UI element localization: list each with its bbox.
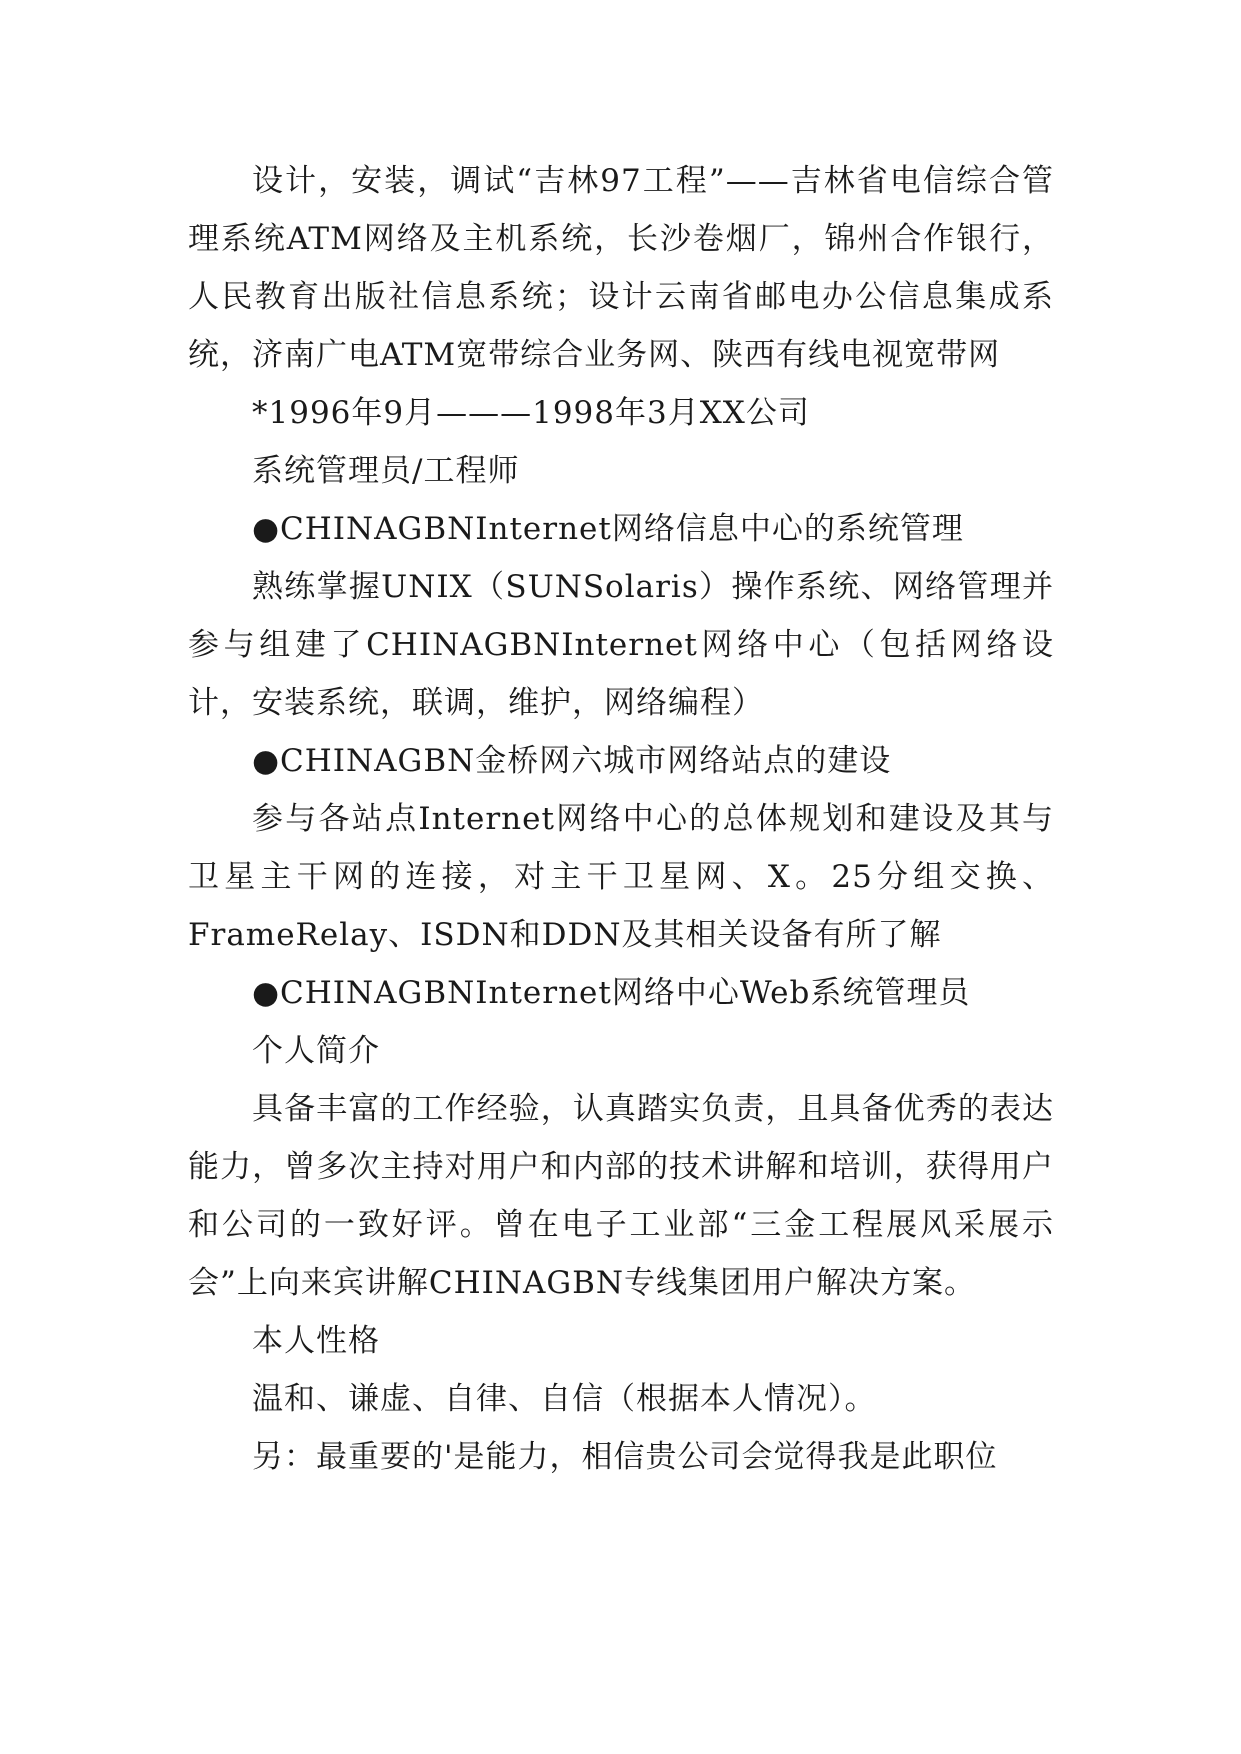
paragraph-closing: 另：最重要的'是能力，相信贵公司会觉得我是此职位 [252, 1439, 998, 1475]
paragraph-bullet-web-admin: ●CHINAGBNInternet网络中心Web系统管理员 [252, 975, 971, 1011]
heading-personal-profile: 个人简介 [252, 1033, 380, 1069]
paragraph-profile-text: 具备丰富的工作经验，认真踏实负责，且具备优秀的表达能力，曾多次主持对用户和内部的技术讲解和培训，获得用户和公司的一致好评。曾在电子工业部“三金工程展风采展示会”上向来宾讲解CHINAGBN专线集团用户解决方案。 [188, 1091, 1054, 1301]
paragraph-network-planning: 参与各站点Internet网络中心的总体规划和建设及其与卫星主干网的连接，对主干卫星网、X。25分组交换、FrameRelay、ISDN和DDN及其相关设备有所了解 [188, 801, 1054, 953]
paragraph-unix-skills: 熟练掌握UNIX（SUNSolaris）操作系统、网络管理并参与组建了CHINAGBNInternet网络中心（包括网络设计，安装系统，联调，维护，网络编程） [188, 569, 1054, 721]
heading-personality: 本人性格 [252, 1323, 380, 1359]
paragraph-employment-period: *1996年9月———1998年3月XX公司 [252, 395, 810, 431]
paragraph-job-title: 系统管理员/工程师 [252, 453, 520, 489]
paragraph-bullet-system-management: ●CHINAGBNInternet网络信息中心的系统管理 [252, 511, 964, 547]
paragraph-personality-text: 温和、谦虚、自律、自信（根据本人情况）。 [252, 1381, 877, 1417]
paragraph-project-experience: 设计，安装，调试“吉林97工程”——吉林省电信综合管理系统ATM网络及主机系统，长沙卷烟厂，锦州合作银行，人民教育出版社信息系统；设计云南省邮电办公信息集成系统，济南广电ATM宽带综合业务网、陕西有线电视宽带网 [188, 163, 1054, 373]
paragraph-bullet-site-construction: ●CHINAGBN金桥网六城市网络站点的建设 [252, 743, 892, 779]
document-body [188, 152, 1054, 1486]
